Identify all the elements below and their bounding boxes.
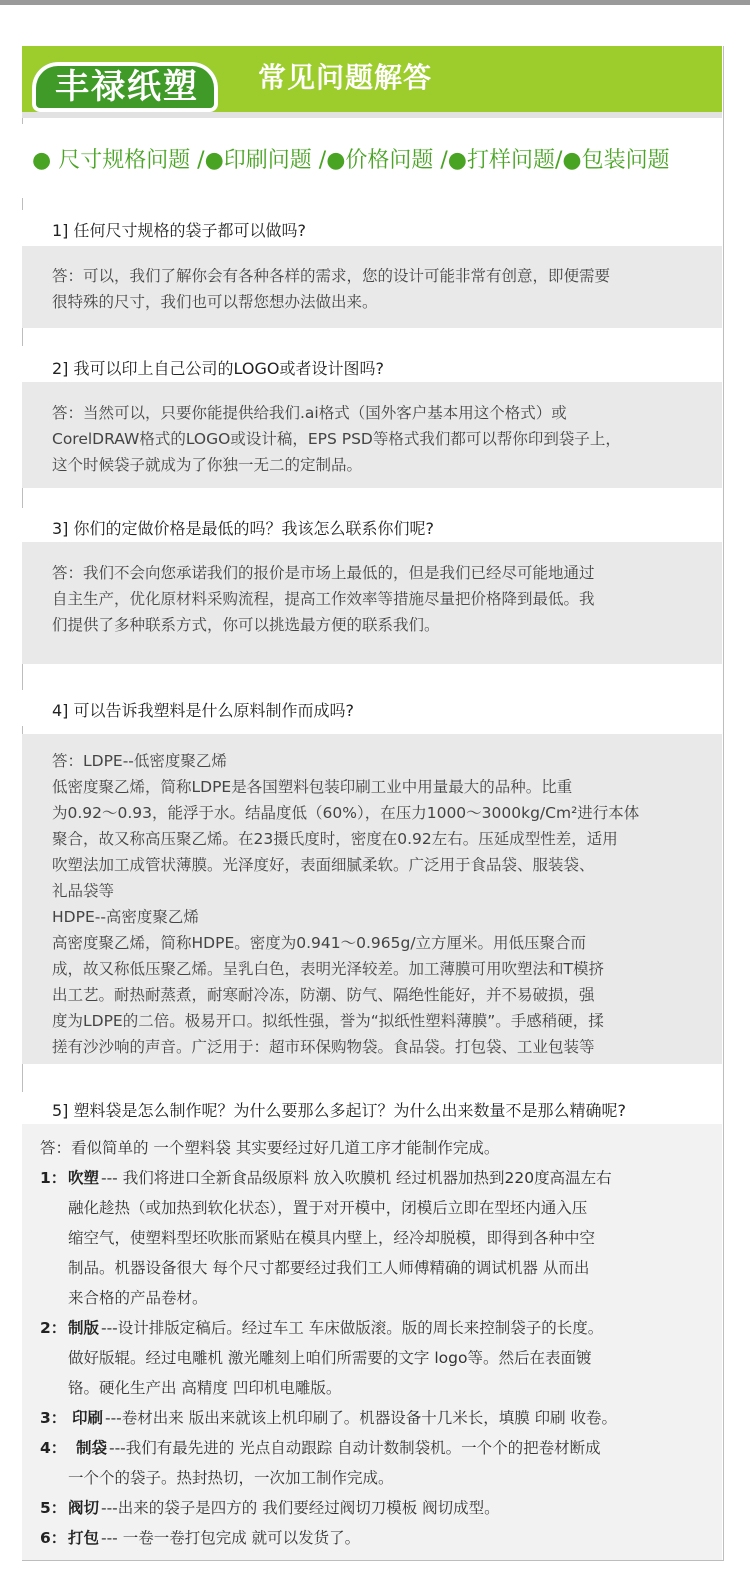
step-name: 印刷	[72, 1409, 104, 1427]
answer-line: 答：当然可以，只要你能提供给我们.ai格式（国外客户基本用这个格式）或	[52, 404, 567, 422]
answer-line: 答：LDPE--低密度聚乙烯	[52, 752, 227, 770]
answer-intro: 答：看似简单的 一个塑料袋 其实要经过好几道工序才能制作完成。	[40, 1139, 500, 1157]
step-line: ---设计排版定稿后。经过车工 车床做版滚。版的周长来控制袋子的长度。	[101, 1319, 604, 1337]
answer-line: 搓有沙沙响的声音。广泛用于：超市环保购物袋。食品袋。打包袋、工业包装等	[52, 1038, 595, 1056]
answer-line: 很特殊的尺寸，我们也可以帮您想办法做出来。	[52, 293, 378, 311]
step-name: 制袋	[76, 1439, 108, 1457]
answer-line: 出工艺。耐热耐蒸煮，耐寒耐冷冻，防潮、防气、隔绝性能好，并不易破损，强	[52, 986, 595, 1004]
faq-question-4	[22, 690, 722, 726]
faq-answer-1	[22, 246, 722, 328]
step-line: 来合格的产品卷材。	[68, 1289, 208, 1307]
step-line: 融化趁热（或加热到软化状态），置于对开模中，闭模后立即在型坯内通入压	[68, 1199, 588, 1217]
step-number: 1：	[40, 1169, 67, 1187]
answer-line: 答：可以，我们了解你会有各种各样的需求，您的设计可能非常有创意，即便需要	[52, 267, 611, 285]
step-line: ---出来的袋子是四方的 我们要经过阀切刀模板 阀切成型。	[101, 1499, 500, 1517]
question-text: 1] 任何尺寸规格的袋子都可以做吗?	[52, 221, 307, 240]
answer-line: 答：我们不会向您承诺我们的报价是市场上最低的，但是我们已经尽可能地通过	[52, 564, 595, 582]
answer-line: 吹塑法加工成管状薄膜。光泽度好，表面细腻柔软。广泛用于食品袋、服装袋、	[52, 856, 595, 874]
step-number: 4：	[40, 1439, 67, 1457]
top-divider	[0, 0, 750, 5]
page-title: 常见问题解答	[258, 61, 433, 94]
answer-line: 聚合，故又称高压聚乙烯。在23摄氏度时，密度在0.92左右。压延成型性差，适用	[52, 830, 618, 848]
step-number: 5：	[40, 1499, 67, 1517]
faq-answer-2	[22, 382, 722, 488]
step-line: 一个个的袋子。热封热切，一次加工制作完成。	[68, 1469, 394, 1487]
faq-question-3	[22, 508, 722, 542]
step-line: 缩空气，使塑料型坯吹胀而紧贴在模具内壁上，经冷却脱模，即得到各种中空	[68, 1229, 596, 1247]
step-number: 6：	[40, 1529, 67, 1547]
step-line: --- 一卷一卷打包完成 就可以发货了。	[101, 1529, 361, 1547]
answer-line: 成，故又称低压聚乙烯。呈乳白色，表明光泽较差。加工薄膜可用吹塑法和T模挤	[52, 960, 604, 978]
banner-shadow	[22, 112, 722, 118]
step-line: ---我们有最先进的 光点自动跟踪 自动计数制袋机。一个个的把卷材断成	[109, 1439, 601, 1457]
faq-answer-5	[22, 1124, 722, 1560]
answer-line: CorelDRAW格式的LOGO或设计稿，EPS PSD等格式我们都可以帮你印到袋子上，	[52, 430, 621, 448]
faq-answer-3	[22, 542, 722, 664]
faq-answer-4	[22, 734, 722, 1064]
category-links: ● 尺寸规格问题 /●印刷问题 /●价格问题 /●打样问题/●包装问题	[32, 148, 670, 173]
step-name: 阀切	[68, 1499, 100, 1517]
question-text: 3] 你们的定做价格是最低的吗？我该怎么联系你们呢?	[52, 519, 435, 538]
answer-line: 度为LDPE的二倍。极易开口。拟纸性强，誉为“拟纸性塑料薄膜”。手感稍硬，揉	[52, 1012, 604, 1030]
answer-line: 低密度聚乙烯，简称LDPE是各国塑料包装印刷工业中用量最大的品种。比重	[52, 778, 573, 796]
step-line: ---卷材出来 版出来就该上机印刷了。机器设备十几米长，填膜 印刷 收卷。	[105, 1409, 618, 1427]
step-number: 2：	[40, 1319, 67, 1337]
step-line: 做好版辊。经过电雕机 激光雕刻上咱们所需要的文字 logo等。然后在表面镀	[68, 1349, 592, 1367]
step-number: 3：	[40, 1409, 67, 1427]
answer-line: 这个时候袋子就成为了你独一无二的定制品。	[52, 456, 363, 474]
step-name: 制版	[68, 1319, 100, 1337]
answer-line: 们提供了多种联系方式，你可以挑选最方便的联系我们。	[52, 616, 440, 634]
answer-line: 为0.92～0.93，能浮于水。结晶度低（60%），在压力1000～3000kg/Cm²进行本体	[52, 804, 640, 822]
step-name: 打包	[68, 1529, 100, 1547]
answer-line: 自主生产，优化原材料采购流程，提高工作效率等措施尽量把价格降到最低。我	[52, 590, 595, 608]
answer-line: HDPE--高密度聚乙烯	[52, 908, 199, 926]
answer-line: 礼品袋等	[52, 882, 115, 900]
brand-name: 丰禄纸塑	[55, 67, 199, 107]
step-line: 制品。机器设备很大 每个尺寸都要经过我们工人师傅精确的调试机器 从而出	[68, 1259, 590, 1277]
question-text: 5] 塑料袋是怎么制作呢？为什么要那么多起订？为什么出来数量不是那么精确呢?	[52, 1101, 627, 1120]
step-line: --- 我们将进口全新食品级原料 放入吹膜机 经过机器加热到220度高温左右	[101, 1169, 612, 1187]
question-text: 2] 我可以印上自己公司的LOGO或者设计图吗?	[52, 359, 384, 378]
step-name: 吹塑	[68, 1169, 100, 1187]
step-line: 铬。硬化生产出 高精度 凹印机电雕版。	[68, 1379, 342, 1397]
faq-question-2	[22, 346, 722, 382]
answer-line: 高密度聚乙烯，简称HDPE。密度为0.941～0.965g/立方厘米。用低压聚合而	[52, 934, 587, 952]
faq-question-1	[22, 210, 722, 246]
question-text: 4] 可以告诉我塑料是什么原料制作而成吗?	[52, 701, 355, 720]
faq-question-5	[22, 1092, 722, 1124]
